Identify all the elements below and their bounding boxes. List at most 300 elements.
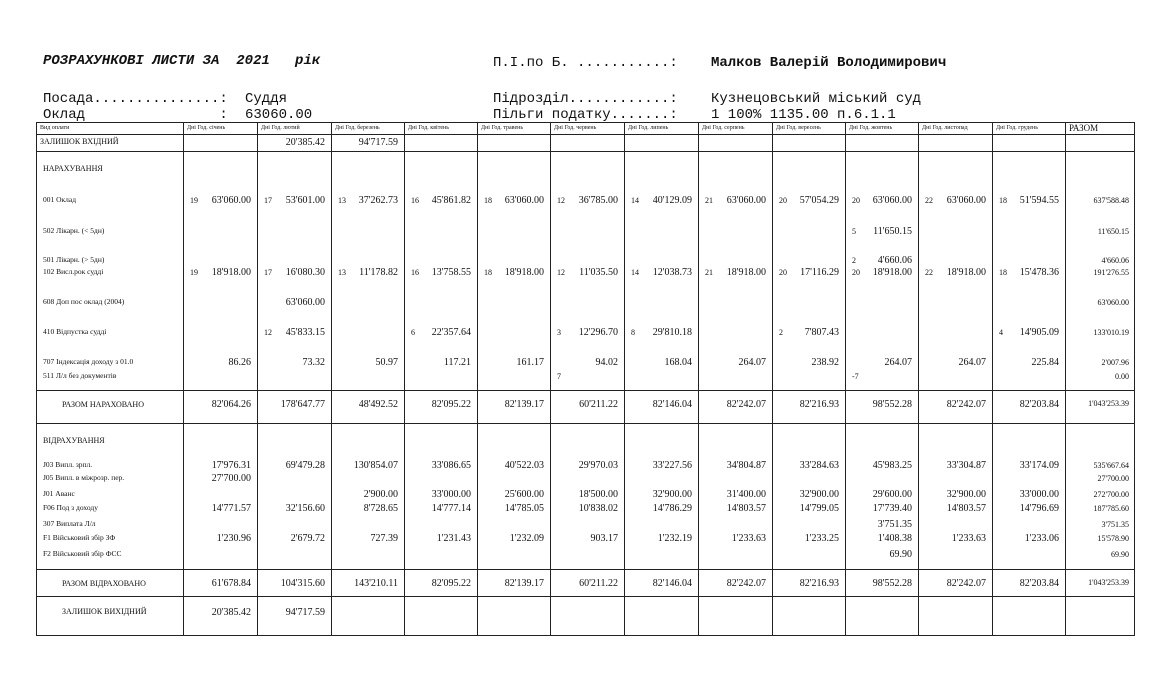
oklad-label: Оклад : bbox=[43, 107, 228, 123]
row-label: J01 Аванс bbox=[43, 489, 75, 498]
table-cell bbox=[773, 135, 846, 152]
row-label: F06 Под з доходу bbox=[43, 503, 98, 512]
cell-days: 12 bbox=[264, 328, 272, 337]
cell-value: 143'210.11 bbox=[354, 578, 398, 589]
cell-days: 6 bbox=[411, 328, 415, 337]
table-cell bbox=[258, 135, 332, 152]
cell-value: 63'060.00 bbox=[946, 195, 986, 206]
cell-value: 82'242.07 bbox=[946, 578, 986, 589]
table-cell bbox=[919, 424, 993, 570]
cell-total: 11'650.15 bbox=[1097, 227, 1129, 236]
table-cell bbox=[699, 570, 773, 597]
table-cell bbox=[332, 135, 405, 152]
cell-value: 12'038.73 bbox=[652, 267, 692, 278]
cell-value: 82'146.04 bbox=[652, 399, 692, 410]
cell-value: 29'600.00 bbox=[872, 489, 912, 500]
cell-days: 19 bbox=[190, 196, 198, 205]
cell-value: 264.07 bbox=[738, 357, 766, 368]
cell-total: 1'043'253.39 bbox=[1088, 399, 1129, 408]
table-cell bbox=[405, 424, 478, 570]
table-cell bbox=[478, 424, 551, 570]
cell-value: 17'976.31 bbox=[211, 460, 251, 471]
table-cell bbox=[699, 135, 773, 152]
table-row bbox=[37, 597, 1135, 636]
cell-value: 14'796.69 bbox=[1019, 503, 1059, 514]
cell-value: 104'315.60 bbox=[280, 578, 325, 589]
cell-days: 18 bbox=[484, 268, 492, 277]
table-cell bbox=[551, 135, 625, 152]
cell-value: 82'095.22 bbox=[431, 578, 471, 589]
cell-value: 33'227.56 bbox=[652, 460, 692, 471]
cell-value: 1'233.63 bbox=[951, 533, 986, 544]
cell-value: 82'242.07 bbox=[726, 399, 766, 410]
cell-value: 1'232.19 bbox=[657, 533, 692, 544]
table-cell-total bbox=[1066, 597, 1135, 636]
cell-value: 1'230.96 bbox=[216, 533, 251, 544]
cell-days: 14 bbox=[631, 268, 639, 277]
table-cell bbox=[846, 597, 919, 636]
cell-value: 2'679.72 bbox=[290, 533, 325, 544]
cell-value: 16'080.30 bbox=[285, 267, 325, 278]
row-label: 307 Виплата Л/л bbox=[43, 519, 96, 528]
row-label: F2 Військовий збір ФСС bbox=[43, 549, 122, 558]
cell-total: 2'007.96 bbox=[1101, 358, 1129, 367]
cell-value: 86.26 bbox=[228, 357, 251, 368]
table-cell bbox=[405, 135, 478, 152]
cell-value: 14'905.09 bbox=[1019, 327, 1059, 338]
table-cell bbox=[773, 391, 846, 424]
column-header-month: Дні Год. січень bbox=[184, 123, 258, 135]
cell-value: 82'095.22 bbox=[431, 399, 471, 410]
cell-value: 37'262.73 bbox=[358, 195, 398, 206]
pidrozdil-label: Підрозділ............: bbox=[493, 91, 678, 107]
cell-days: 20 bbox=[779, 268, 787, 277]
cell-value: 178'647.77 bbox=[280, 399, 325, 410]
column-header: Вид оплати bbox=[37, 123, 184, 135]
cell-value: 32'900.00 bbox=[652, 489, 692, 500]
column-header-month: Дні Год. грудень bbox=[993, 123, 1066, 135]
table-cell bbox=[405, 152, 478, 391]
deductions-title: ВІДРАХУВАННЯ bbox=[43, 436, 105, 445]
table-row bbox=[37, 123, 1135, 135]
table-row bbox=[37, 135, 1135, 152]
column-header-month: Дні Год. червень bbox=[551, 123, 625, 135]
cell-value: 82'146.04 bbox=[652, 578, 692, 589]
table-cell bbox=[625, 597, 699, 636]
column-header-month: Дні Год. липень bbox=[625, 123, 699, 135]
cell-total: 0.00 bbox=[1115, 372, 1129, 381]
cell-value: 48'492.52 bbox=[358, 399, 398, 410]
pib-label: П.І.по Б. ...........: bbox=[493, 55, 678, 71]
cell-days: 4 bbox=[999, 328, 1003, 337]
table-cell bbox=[993, 597, 1066, 636]
cell-value: 33'086.65 bbox=[431, 460, 471, 471]
cell-value: 14'785.05 bbox=[504, 503, 544, 514]
cell-value: 14'771.57 bbox=[211, 503, 251, 514]
column-header-month: Дні Год. травень bbox=[478, 123, 551, 135]
cell-value: 51'594.55 bbox=[1019, 195, 1059, 206]
cell-value: 82'139.17 bbox=[504, 399, 544, 410]
cell-total: 637'588.48 bbox=[1093, 196, 1129, 205]
table-cell bbox=[551, 152, 625, 391]
cell-days: -7 bbox=[852, 372, 859, 381]
accruals-labels bbox=[37, 152, 184, 391]
cell-value: 4'660.06 bbox=[877, 255, 912, 266]
table-cell bbox=[625, 135, 699, 152]
table-cell bbox=[184, 135, 258, 152]
table-cell bbox=[405, 597, 478, 636]
table-row bbox=[37, 152, 1135, 391]
cell-days: 16 bbox=[411, 268, 419, 277]
cell-value: 130'854.07 bbox=[353, 460, 398, 471]
cell-value: 17'116.29 bbox=[800, 267, 839, 278]
cell-value: 63'060.00 bbox=[726, 195, 766, 206]
cell-value: 33'000.00 bbox=[1019, 489, 1059, 500]
cell-value: 69.90 bbox=[889, 549, 912, 560]
table-cell bbox=[846, 135, 919, 152]
cell-value: 98'552.28 bbox=[872, 578, 912, 589]
opening-balance-label: ЗАЛИШОК ВХІДНИЙ bbox=[37, 135, 184, 152]
cell-value: 117.21 bbox=[443, 357, 471, 368]
table-cell bbox=[625, 391, 699, 424]
cell-value: 94.02 bbox=[595, 357, 618, 368]
table-cell bbox=[332, 391, 405, 424]
table-cell-total bbox=[1066, 391, 1135, 424]
cell-value: 33'304.87 bbox=[946, 460, 986, 471]
table-cell bbox=[699, 424, 773, 570]
table-cell bbox=[919, 391, 993, 424]
row-label: 102 Висл.рок судді bbox=[43, 267, 104, 276]
cell-days: 2 bbox=[852, 256, 856, 265]
cell-days: 7 bbox=[557, 372, 561, 381]
cell-days: 20 bbox=[852, 196, 860, 205]
cell-value: 45'861.82 bbox=[431, 195, 471, 206]
cell-value: 63'060.00 bbox=[504, 195, 544, 206]
cell-value: 45'983.25 bbox=[872, 460, 912, 471]
pib-value: Малков Валерій Володимирович bbox=[711, 55, 947, 71]
table-cell bbox=[478, 391, 551, 424]
table-cell-total bbox=[1066, 570, 1135, 597]
cell-value: 40'522.03 bbox=[504, 460, 544, 471]
table-cell bbox=[478, 152, 551, 391]
cell-value: 69'479.28 bbox=[285, 460, 325, 471]
column-header-month: Дні Год. березень bbox=[332, 123, 405, 135]
cell-value: 18'918.00 bbox=[504, 267, 544, 278]
cell-days: 5 bbox=[852, 227, 856, 236]
table-cell bbox=[993, 135, 1066, 152]
cell-value: 34'804.87 bbox=[726, 460, 766, 471]
closing-balance-label: ЗАЛИШОК ВИХІДНИЙ bbox=[37, 597, 184, 636]
cell-days: 20 bbox=[779, 196, 787, 205]
table-cell bbox=[551, 597, 625, 636]
cell-days: 21 bbox=[705, 268, 713, 277]
cell-value: 82'064.26 bbox=[211, 399, 251, 410]
table-cell bbox=[625, 424, 699, 570]
accruals-total-label: РАЗОМ НАРАХОВАНО bbox=[37, 391, 184, 424]
cell-value: 225.84 bbox=[1031, 357, 1059, 368]
cell-value: 14'786.29 bbox=[652, 503, 692, 514]
payroll-table bbox=[36, 122, 1135, 636]
pidrozdil-value: Кузнецовський міський суд bbox=[711, 91, 922, 107]
cell-days: 22 bbox=[925, 196, 933, 205]
table-cell bbox=[478, 597, 551, 636]
cell-value: 82'203.84 bbox=[1019, 399, 1059, 410]
cell-total: 69.90 bbox=[1111, 550, 1129, 559]
cell-value: 82'242.07 bbox=[946, 399, 986, 410]
column-header-month: Дні Год. листопад bbox=[919, 123, 993, 135]
cell-value: 7'807.43 bbox=[804, 327, 839, 338]
row-label: 501 Лікарн. (> 5дн) bbox=[43, 255, 105, 264]
table-cell bbox=[919, 135, 993, 152]
table-cell bbox=[332, 424, 405, 570]
table-cell bbox=[773, 424, 846, 570]
cell-value: 63'060.00 bbox=[285, 297, 325, 308]
cell-value: 17'739.40 bbox=[872, 503, 912, 514]
column-header-month: Дні Год. вересень bbox=[773, 123, 846, 135]
table-cell bbox=[993, 570, 1066, 597]
table-cell bbox=[993, 424, 1066, 570]
cell-days: 3 bbox=[557, 328, 561, 337]
table-cell bbox=[478, 570, 551, 597]
column-header-month: Дні Год. квітень bbox=[405, 123, 478, 135]
cell-value: 36'785.00 bbox=[578, 195, 618, 206]
oklad-value: 63060.00 bbox=[245, 107, 313, 123]
cell-value: 18'500.00 bbox=[578, 489, 618, 500]
cell-value: 10'838.02 bbox=[578, 503, 618, 514]
posada-label: Посада...............: bbox=[43, 91, 228, 107]
table-cell bbox=[846, 424, 919, 570]
cell-days: 18 bbox=[999, 268, 1007, 277]
table-cell bbox=[699, 391, 773, 424]
table-cell bbox=[184, 597, 258, 636]
cell-days: 2 bbox=[779, 328, 783, 337]
accruals-title: НАРАХУВАННЯ bbox=[43, 164, 103, 173]
cell-value: 264.07 bbox=[884, 357, 912, 368]
table-cell bbox=[773, 570, 846, 597]
cell-value: 98'552.28 bbox=[872, 399, 912, 410]
row-label: 608 Доп пос оклад (2004) bbox=[43, 297, 125, 306]
table-cell bbox=[919, 570, 993, 597]
table-cell bbox=[332, 570, 405, 597]
cell-value: 45'833.15 bbox=[285, 327, 325, 338]
table-cell-total bbox=[1066, 424, 1135, 570]
cell-value: 11'650.15 bbox=[873, 226, 912, 237]
cell-value: 1'231.43 bbox=[436, 533, 471, 544]
cell-days: 8 bbox=[631, 328, 635, 337]
table-cell bbox=[773, 597, 846, 636]
table-cell bbox=[551, 424, 625, 570]
column-header-month: Дні Год. лютий bbox=[258, 123, 332, 135]
cell-value: 11'035.50 bbox=[579, 267, 618, 278]
column-header-month: Дні Год. жовтень bbox=[846, 123, 919, 135]
cell-value: 20'385.42 bbox=[285, 137, 325, 148]
table-cell-total bbox=[1066, 135, 1135, 152]
row-label: 502 Лікарн. (< 5дн) bbox=[43, 226, 105, 235]
deductions-labels bbox=[37, 424, 184, 570]
cell-days: 21 bbox=[705, 196, 713, 205]
cell-value: 903.17 bbox=[590, 533, 618, 544]
cell-value: 32'156.60 bbox=[285, 503, 325, 514]
cell-total: 535'667.64 bbox=[1093, 461, 1129, 470]
table-cell bbox=[258, 391, 332, 424]
cell-value: 32'900.00 bbox=[799, 489, 839, 500]
cell-total: 4'660.06 bbox=[1101, 256, 1129, 265]
cell-value: 60'211.22 bbox=[579, 399, 618, 410]
table-cell bbox=[846, 152, 919, 391]
cell-value: 14'803.57 bbox=[946, 503, 986, 514]
cell-value: 1'232.09 bbox=[509, 533, 544, 544]
cell-value: 1'233.06 bbox=[1024, 533, 1059, 544]
cell-value: 82'242.07 bbox=[726, 578, 766, 589]
table-cell bbox=[184, 391, 258, 424]
cell-value: 264.07 bbox=[958, 357, 986, 368]
cell-value: 32'900.00 bbox=[946, 489, 986, 500]
row-label: 511 Л/л без документів bbox=[43, 371, 117, 380]
table-cell bbox=[258, 424, 332, 570]
table-cell bbox=[405, 570, 478, 597]
table-cell bbox=[332, 152, 405, 391]
table-cell bbox=[478, 135, 551, 152]
cell-total: 272'700.00 bbox=[1093, 490, 1129, 499]
cell-days: 18 bbox=[999, 196, 1007, 205]
table-cell bbox=[625, 570, 699, 597]
cell-days: 16 bbox=[411, 196, 419, 205]
table-cell bbox=[258, 570, 332, 597]
cell-value: 63'060.00 bbox=[211, 195, 251, 206]
table-cell bbox=[551, 391, 625, 424]
cell-value: 29'810.18 bbox=[652, 327, 692, 338]
cell-value: 33'284.63 bbox=[799, 460, 839, 471]
cell-total: 187'785.60 bbox=[1093, 504, 1129, 513]
table-cell bbox=[184, 424, 258, 570]
pilgy-label: Пільги податку.......: bbox=[493, 107, 678, 123]
cell-value: 18'918.00 bbox=[726, 267, 766, 278]
cell-days: 12 bbox=[557, 196, 565, 205]
cell-value: 1'408.38 bbox=[877, 533, 912, 544]
cell-value: 2'900.00 bbox=[363, 489, 398, 500]
table-cell bbox=[405, 391, 478, 424]
cell-days: 20 bbox=[852, 268, 860, 277]
cell-value: 61'678.84 bbox=[211, 578, 251, 589]
cell-days: 12 bbox=[557, 268, 565, 277]
column-header-month: Дні Год. серпень bbox=[699, 123, 773, 135]
cell-total: 191'276.55 bbox=[1093, 268, 1129, 277]
cell-value: 22'357.64 bbox=[431, 327, 471, 338]
pilgy-value: 1 100% 1135.00 п.6.1.1 bbox=[711, 107, 896, 123]
cell-total: 1'043'253.39 bbox=[1088, 578, 1129, 587]
cell-value: 31'400.00 bbox=[726, 489, 766, 500]
cell-value: 33'000.00 bbox=[431, 489, 471, 500]
cell-value: 94'717.59 bbox=[285, 607, 325, 618]
cell-value: 11'178.82 bbox=[359, 267, 398, 278]
cell-value: 8'728.65 bbox=[363, 503, 398, 514]
cell-value: 82'203.84 bbox=[1019, 578, 1059, 589]
cell-value: 60'211.22 bbox=[579, 578, 618, 589]
cell-value: 18'918.00 bbox=[946, 267, 986, 278]
cell-days: 17 bbox=[264, 268, 272, 277]
cell-value: 50.97 bbox=[375, 357, 398, 368]
cell-days: 13 bbox=[338, 268, 346, 277]
row-label: F1 Військовий збір ЗФ bbox=[43, 533, 116, 542]
table-cell bbox=[184, 152, 258, 391]
cell-days: 18 bbox=[484, 196, 492, 205]
cell-total: 15'578.90 bbox=[1097, 534, 1129, 543]
row-label: 001 Оклад bbox=[43, 195, 77, 204]
cell-value: 161.17 bbox=[516, 357, 544, 368]
cell-days: 22 bbox=[925, 268, 933, 277]
cell-value: 94'717.59 bbox=[358, 137, 398, 148]
cell-days: 13 bbox=[338, 196, 346, 205]
cell-value: 18'918.00 bbox=[872, 267, 912, 278]
cell-value: 18'918.00 bbox=[211, 267, 251, 278]
table-cell bbox=[846, 391, 919, 424]
row-label: 707 Індексація доходу з 01.0 bbox=[43, 357, 134, 366]
cell-value: 82'139.17 bbox=[504, 578, 544, 589]
cell-value: 238.92 bbox=[811, 357, 839, 368]
cell-days: 19 bbox=[190, 268, 198, 277]
row-label: J05 Випл. в міжрозр. пер. bbox=[43, 473, 125, 482]
document-title: РОЗРАХУНКОВІ ЛИСТИ ЗА 2021 рік bbox=[43, 53, 321, 69]
cell-value: 33'174.09 bbox=[1019, 460, 1059, 471]
cell-value: 1'233.63 bbox=[731, 533, 766, 544]
table-cell bbox=[551, 570, 625, 597]
cell-days: 17 bbox=[264, 196, 272, 205]
cell-total: 3'751.35 bbox=[1101, 520, 1129, 529]
cell-value: 40'129.09 bbox=[652, 195, 692, 206]
cell-value: 20'385.42 bbox=[211, 607, 251, 618]
posada-value: Суддя bbox=[245, 91, 288, 107]
table-cell bbox=[699, 597, 773, 636]
cell-total: 27'700.00 bbox=[1097, 474, 1129, 483]
cell-value: 25'600.00 bbox=[504, 489, 544, 500]
row-label: 410 Відпустка судді bbox=[43, 327, 107, 336]
cell-value: 27'700.00 bbox=[211, 473, 251, 484]
table-cell bbox=[773, 152, 846, 391]
cell-days: 14 bbox=[631, 196, 639, 205]
table-cell bbox=[625, 152, 699, 391]
table-cell bbox=[993, 391, 1066, 424]
cell-value: 1'233.25 bbox=[804, 533, 839, 544]
cell-value: 63'060.00 bbox=[872, 195, 912, 206]
table-cell bbox=[993, 152, 1066, 391]
cell-value: 57'054.29 bbox=[799, 195, 839, 206]
table-cell bbox=[332, 597, 405, 636]
table-cell bbox=[258, 152, 332, 391]
cell-total: 63'060.00 bbox=[1097, 298, 1129, 307]
table-row bbox=[37, 391, 1135, 424]
table-cell bbox=[919, 152, 993, 391]
cell-value: 14'777.14 bbox=[431, 503, 471, 514]
table-cell bbox=[919, 597, 993, 636]
cell-value: 82'216.93 bbox=[799, 578, 839, 589]
cell-value: 727.39 bbox=[370, 533, 398, 544]
row-label: J03 Випл. зрпл. bbox=[43, 460, 93, 469]
cell-value: 82'216.93 bbox=[799, 399, 839, 410]
deductions-total-label: РАЗОМ ВІДРАХОВАНО bbox=[37, 570, 184, 597]
table-cell bbox=[699, 152, 773, 391]
cell-value: 73.32 bbox=[302, 357, 325, 368]
cell-value: 168.04 bbox=[664, 357, 692, 368]
table-row bbox=[37, 424, 1135, 570]
cell-value: 3'751.35 bbox=[877, 519, 912, 530]
table-cell-total bbox=[1066, 152, 1135, 391]
column-header-total: РАЗОМ bbox=[1066, 123, 1135, 135]
cell-total: 133'010.19 bbox=[1093, 328, 1129, 337]
cell-value: 15'478.36 bbox=[1019, 267, 1059, 278]
table-cell bbox=[258, 597, 332, 636]
cell-value: 14'799.05 bbox=[799, 503, 839, 514]
cell-value: 29'970.03 bbox=[578, 460, 618, 471]
